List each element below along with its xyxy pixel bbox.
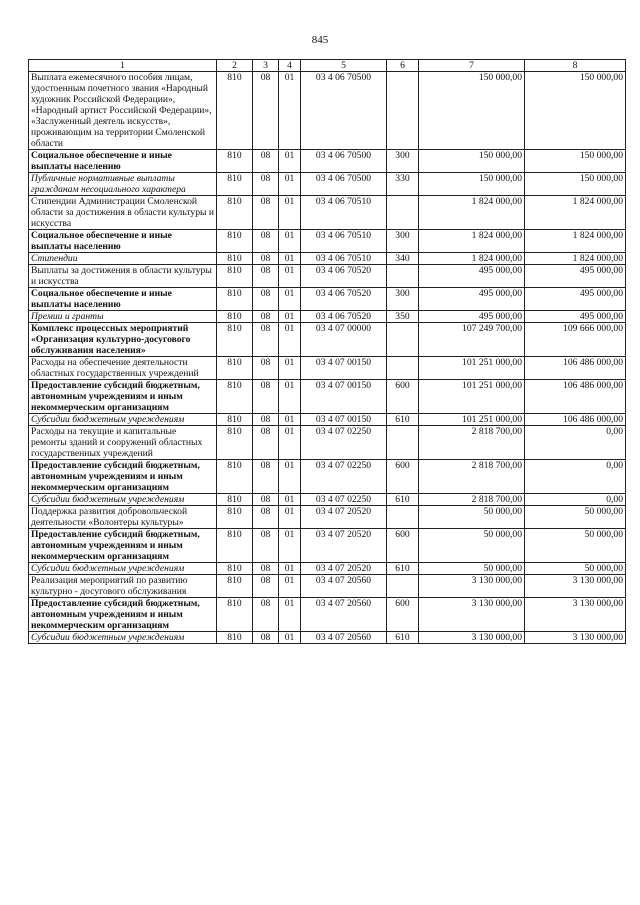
amount-year-1: 495 000,00	[419, 265, 525, 288]
table-row	[29, 380, 626, 414]
subsection-code: 01	[279, 632, 301, 644]
ministry-code: 810	[217, 460, 253, 494]
target-article-code: 03 4 07 00150	[301, 357, 387, 380]
amount-year-1: 2 818 700,00	[419, 494, 525, 506]
expense-type-code	[387, 426, 419, 460]
amount-year-1: 150 000,00	[419, 173, 525, 196]
amount-year-2: 50 000,00	[525, 563, 626, 575]
amount-year-1: 495 000,00	[419, 288, 525, 311]
subsection-code: 01	[279, 357, 301, 380]
item-name: Социальное обеспечение и иные выплаты населению	[29, 230, 217, 253]
section-code: 08	[253, 563, 279, 575]
amount-year-1: 1 824 000,00	[419, 253, 525, 265]
table-row	[29, 230, 626, 253]
amount-year-2: 0,00	[525, 460, 626, 494]
table-body	[29, 72, 626, 644]
section-code: 08	[253, 357, 279, 380]
ministry-code: 810	[217, 632, 253, 644]
amount-year-2: 0,00	[525, 494, 626, 506]
expense-type-code: 300	[387, 288, 419, 311]
subsection-code: 01	[279, 598, 301, 632]
amount-year-2: 150 000,00	[525, 72, 626, 150]
expense-type-code: 610	[387, 414, 419, 426]
subsection-code: 01	[279, 426, 301, 460]
table-row	[29, 414, 626, 426]
target-article-code: 03 4 06 70520	[301, 311, 387, 323]
amount-year-2: 495 000,00	[525, 311, 626, 323]
amount-year-2: 495 000,00	[525, 288, 626, 311]
amount-year-2: 50 000,00	[525, 529, 626, 563]
expense-type-code: 330	[387, 173, 419, 196]
ministry-code: 810	[217, 506, 253, 529]
amount-year-1: 101 251 000,00	[419, 357, 525, 380]
amount-year-2: 106 486 000,00	[525, 414, 626, 426]
section-code: 08	[253, 414, 279, 426]
item-name: Выплаты за достижения в области культуры и искусства	[29, 265, 217, 288]
amount-year-1: 1 824 000,00	[419, 196, 525, 230]
item-name: Субсидии бюджетным учреждениям	[29, 632, 217, 644]
target-article-code: 03 4 07 20520	[301, 506, 387, 529]
amount-year-1: 101 251 000,00	[419, 380, 525, 414]
section-code: 08	[253, 426, 279, 460]
subsection-code: 01	[279, 575, 301, 598]
ministry-code: 810	[217, 494, 253, 506]
amount-year-2: 109 666 000,00	[525, 323, 626, 357]
expense-type-code	[387, 323, 419, 357]
table-row	[29, 632, 626, 644]
item-name: Расходы на текущие и капитальные ремонты зданий и сооружений областных государственных учреждений	[29, 426, 217, 460]
expense-type-code	[387, 575, 419, 598]
amount-year-1: 150 000,00	[419, 72, 525, 150]
target-article-code: 03 4 07 20520	[301, 563, 387, 575]
section-code: 08	[253, 598, 279, 632]
amount-year-1: 1 824 000,00	[419, 230, 525, 253]
table-row	[29, 196, 626, 230]
item-name: Выплата ежемесячного пособия лицам, удостоенным почетного звания «Народный художник Российской Федерации», «Народный артист Российской Федерации», «Заслуженный деятель искусств», проживающим на территории Смоленской области	[29, 72, 217, 150]
target-article-code: 03 4 06 70510	[301, 196, 387, 230]
table-header-row	[29, 60, 626, 72]
subsection-code: 01	[279, 150, 301, 173]
table-row	[29, 253, 626, 265]
section-code: 08	[253, 632, 279, 644]
ministry-code: 810	[217, 598, 253, 632]
column-header: 1	[29, 60, 217, 72]
ministry-code: 810	[217, 150, 253, 173]
section-code: 08	[253, 460, 279, 494]
ministry-code: 810	[217, 323, 253, 357]
ministry-code: 810	[217, 380, 253, 414]
ministry-code: 810	[217, 253, 253, 265]
expense-type-code: 610	[387, 632, 419, 644]
amount-year-2: 3 130 000,00	[525, 575, 626, 598]
subsection-code: 01	[279, 529, 301, 563]
item-name: Предоставление субсидий бюджетным, автономным учреждениям и иным некоммерческим организациям	[29, 598, 217, 632]
column-header: 2	[217, 60, 253, 72]
table-row	[29, 150, 626, 173]
item-name: Реализация мероприятий по развитию культурно - досугового обслуживания	[29, 575, 217, 598]
target-article-code: 03 4 06 70520	[301, 288, 387, 311]
ministry-code: 810	[217, 173, 253, 196]
item-name: Социальное обеспечение и иные выплаты населению	[29, 288, 217, 311]
expense-type-code: 340	[387, 253, 419, 265]
section-code: 08	[253, 150, 279, 173]
subsection-code: 01	[279, 72, 301, 150]
target-article-code: 03 4 07 02250	[301, 460, 387, 494]
subsection-code: 01	[279, 563, 301, 575]
target-article-code: 03 4 06 70500	[301, 173, 387, 196]
column-header: 7	[419, 60, 525, 72]
amount-year-2: 1 824 000,00	[525, 253, 626, 265]
item-name: Субсидии бюджетным учреждениям	[29, 563, 217, 575]
expense-type-code	[387, 265, 419, 288]
subsection-code: 01	[279, 265, 301, 288]
amount-year-1: 3 130 000,00	[419, 598, 525, 632]
target-article-code: 03 4 06 70520	[301, 265, 387, 288]
section-code: 08	[253, 253, 279, 265]
target-article-code: 03 4 06 70500	[301, 150, 387, 173]
table-row	[29, 173, 626, 196]
subsection-code: 01	[279, 494, 301, 506]
item-name: Публичные нормативные выплаты гражданам несоциального характера	[29, 173, 217, 196]
section-code: 08	[253, 230, 279, 253]
amount-year-1: 101 251 000,00	[419, 414, 525, 426]
expense-type-code: 610	[387, 494, 419, 506]
subsection-code: 01	[279, 311, 301, 323]
item-name: Стипендии	[29, 253, 217, 265]
column-header: 6	[387, 60, 419, 72]
item-name: Стипендии Администрации Смоленской области за достижения в области культуры и искусства	[29, 196, 217, 230]
table-row	[29, 426, 626, 460]
expense-type-code: 600	[387, 380, 419, 414]
amount-year-1: 50 000,00	[419, 529, 525, 563]
section-code: 08	[253, 494, 279, 506]
amount-year-1: 2 818 700,00	[419, 460, 525, 494]
table-row	[29, 563, 626, 575]
target-article-code: 03 4 07 02250	[301, 426, 387, 460]
amount-year-2: 150 000,00	[525, 150, 626, 173]
table-row	[29, 506, 626, 529]
subsection-code: 01	[279, 414, 301, 426]
target-article-code: 03 4 06 70510	[301, 253, 387, 265]
target-article-code: 03 4 07 00150	[301, 380, 387, 414]
expense-type-code	[387, 196, 419, 230]
item-name: Премии и гранты	[29, 311, 217, 323]
section-code: 08	[253, 72, 279, 150]
subsection-code: 01	[279, 253, 301, 265]
table-row	[29, 529, 626, 563]
section-code: 08	[253, 575, 279, 598]
table-row	[29, 265, 626, 288]
ministry-code: 810	[217, 575, 253, 598]
page-number: 845	[311, 34, 329, 46]
target-article-code: 03 4 06 70500	[301, 72, 387, 150]
amount-year-2: 1 824 000,00	[525, 196, 626, 230]
amount-year-1: 3 130 000,00	[419, 632, 525, 644]
amount-year-2: 1 824 000,00	[525, 230, 626, 253]
expense-type-code: 300	[387, 150, 419, 173]
subsection-code: 01	[279, 506, 301, 529]
amount-year-1: 50 000,00	[419, 563, 525, 575]
ministry-code: 810	[217, 426, 253, 460]
item-name: Комплекс процессных мероприятий «Организация культурно-досугового обслуживания населения»	[29, 323, 217, 357]
amount-year-1: 2 818 700,00	[419, 426, 525, 460]
section-code: 08	[253, 311, 279, 323]
section-code: 08	[253, 288, 279, 311]
table-row	[29, 494, 626, 506]
subsection-code: 01	[279, 196, 301, 230]
ministry-code: 810	[217, 265, 253, 288]
ministry-code: 810	[217, 311, 253, 323]
table-row	[29, 288, 626, 311]
section-code: 08	[253, 265, 279, 288]
ministry-code: 810	[217, 529, 253, 563]
expense-type-code: 350	[387, 311, 419, 323]
table-row	[29, 323, 626, 357]
amount-year-2: 3 130 000,00	[525, 632, 626, 644]
target-article-code: 03 4 07 20520	[301, 529, 387, 563]
table-row	[29, 575, 626, 598]
table-row	[29, 598, 626, 632]
target-article-code: 03 4 07 20560	[301, 575, 387, 598]
ministry-code: 810	[217, 357, 253, 380]
expense-type-code: 600	[387, 598, 419, 632]
table-row	[29, 460, 626, 494]
subsection-code: 01	[279, 230, 301, 253]
amount-year-1: 150 000,00	[419, 150, 525, 173]
expense-type-code	[387, 506, 419, 529]
section-code: 08	[253, 529, 279, 563]
ministry-code: 810	[217, 563, 253, 575]
amount-year-2: 106 486 000,00	[525, 357, 626, 380]
target-article-code: 03 4 07 02250	[301, 494, 387, 506]
amount-year-2: 50 000,00	[525, 506, 626, 529]
expense-type-code: 600	[387, 529, 419, 563]
target-article-code: 03 4 07 00000	[301, 323, 387, 357]
subsection-code: 01	[279, 288, 301, 311]
target-article-code: 03 4 07 20560	[301, 598, 387, 632]
amount-year-1: 3 130 000,00	[419, 575, 525, 598]
ministry-code: 810	[217, 230, 253, 253]
column-header: 8	[525, 60, 626, 72]
item-name: Предоставление субсидий бюджетным, автономным учреждениям и иным некоммерческим организациям	[29, 529, 217, 563]
item-name: Поддержка развития добровольческой деятельности «Волонтеры культуры»	[29, 506, 217, 529]
target-article-code: 03 4 07 20560	[301, 632, 387, 644]
amount-year-1: 107 249 700,00	[419, 323, 525, 357]
amount-year-2: 0,00	[525, 426, 626, 460]
column-header: 3	[253, 60, 279, 72]
ministry-code: 810	[217, 414, 253, 426]
target-article-code: 03 4 06 70510	[301, 230, 387, 253]
section-code: 08	[253, 380, 279, 414]
amount-year-2: 3 130 000,00	[525, 598, 626, 632]
section-code: 08	[253, 173, 279, 196]
expense-type-code	[387, 72, 419, 150]
expense-type-code	[387, 357, 419, 380]
item-name: Расходы на обеспечение деятельности областных государственных учреждений	[29, 357, 217, 380]
ministry-code: 810	[217, 288, 253, 311]
column-header: 5	[301, 60, 387, 72]
item-name: Предоставление субсидий бюджетным, автономным учреждениям и иным некоммерческим организациям	[29, 380, 217, 414]
target-article-code: 03 4 07 00150	[301, 414, 387, 426]
column-header: 4	[279, 60, 301, 72]
ministry-code: 810	[217, 196, 253, 230]
amount-year-1: 495 000,00	[419, 311, 525, 323]
table-row	[29, 72, 626, 150]
amount-year-1: 50 000,00	[419, 506, 525, 529]
section-code: 08	[253, 323, 279, 357]
item-name: Предоставление субсидий бюджетным, автономным учреждениям и иным некоммерческим организациям	[29, 460, 217, 494]
subsection-code: 01	[279, 173, 301, 196]
item-name: Социальное обеспечение и иные выплаты населению	[29, 150, 217, 173]
expense-type-code: 610	[387, 563, 419, 575]
ministry-code: 810	[217, 72, 253, 150]
section-code: 08	[253, 506, 279, 529]
subsection-code: 01	[279, 380, 301, 414]
expense-type-code: 600	[387, 460, 419, 494]
budget-table	[28, 59, 626, 644]
table-row	[29, 357, 626, 380]
section-code: 08	[253, 196, 279, 230]
expense-type-code: 300	[387, 230, 419, 253]
amount-year-2: 106 486 000,00	[525, 380, 626, 414]
subsection-code: 01	[279, 323, 301, 357]
subsection-code: 01	[279, 460, 301, 494]
item-name: Субсидии бюджетным учреждениям	[29, 414, 217, 426]
amount-year-2: 150 000,00	[525, 173, 626, 196]
item-name: Субсидии бюджетным учреждениям	[29, 494, 217, 506]
table-row	[29, 311, 626, 323]
amount-year-2: 495 000,00	[525, 265, 626, 288]
